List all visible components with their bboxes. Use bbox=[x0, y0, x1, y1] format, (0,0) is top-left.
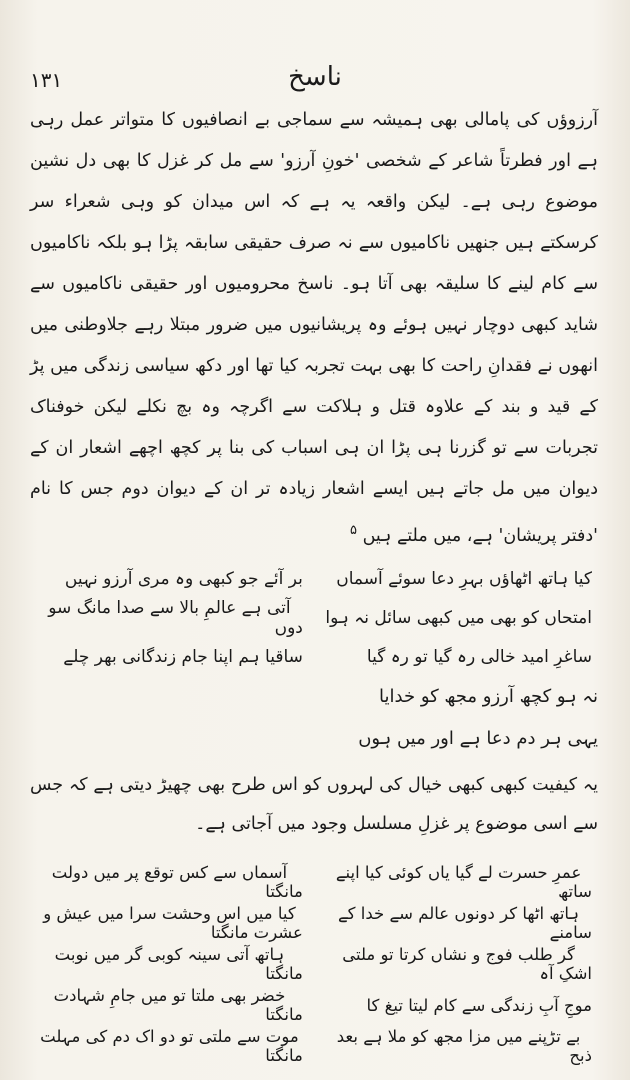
page-body bbox=[30, 100, 598, 1067]
couplet bbox=[30, 1026, 598, 1067]
paragraph: یہ کیفیت کبھی کبھی خیال کی لہروں کو اس طرح بھی چھیڑ دیتی ہے کہ جس سے اسی موضوع پر غزلِ مسلسل وجود میں آجاتی ہے۔ bbox=[30, 774, 598, 834]
verse-block bbox=[30, 862, 598, 1067]
footnote-mark: ۵ bbox=[350, 523, 357, 538]
verse-line: ساقیا ہم اپنا جام زندگانی بھر چلے bbox=[63, 646, 303, 667]
couplet bbox=[30, 985, 598, 1026]
verse-line: آسماں سے کس توقع پر میں دولت مانگتا bbox=[51, 863, 303, 902]
centered-verse: یہی ہر دم دعا ہے اور میں ہوں bbox=[358, 727, 598, 749]
couplet bbox=[30, 862, 598, 903]
verse-line: بے تڑپنے میں مزا مجھ کو ملا ہے بعد ذبح bbox=[336, 1027, 592, 1066]
couplet bbox=[30, 637, 598, 676]
verse-block bbox=[30, 559, 598, 676]
verse-line: بر آئے جو کبھی وہ مری آرزو نہیں bbox=[64, 568, 303, 589]
verse-line: گر طلب فوج و نشاں کرتا تو ملتی اشکِ آہ bbox=[342, 945, 592, 984]
running-head: ناسخ bbox=[288, 62, 342, 92]
paragraph-text: آرزوؤں کی پامالی بھی ہمیشہ سے سماجی بے انصافیوں کا متواتر عمل رہی ہے اور فطرتاً شاعر کے شخصی 'خونِ آرزو' سے مل کر غزل کا بھی دل نشین موضوع رہی ہے۔ لیکن واقعہ یہ ہے کہ اس میدان کو وہی شعراء سر کرسکتے ہیں جنھیں ناکامیوں سے نہ صرف حقیقی سابقہ پڑا ہو بلکہ ناکامیوں سے کام لینے کا سلیقہ بھی آتا ہو۔ ناسخ محرومیوں اور حقیقی ناکامیوں سے شاید کبھی دوچار نہیں ہوئے وہ پریشانیوں میں ضرور مبتلا رہے جلاوطنی میں انھوں نے فقدانِ راحت کا بھی بہت تجربہ کیا تھا اور دکھ سیاسی زندگی میں پڑ کے قید و بند کے علاوہ قتل و ہلاکت سے اگرچہ وہ بچ نکلے لیکن خوفناک تجربات سے تو گزرنا ہی پڑا ان ہی اسباب کی بنا پر کچھ اچھے اشعار ان کے دیوان میں مل جاتے ہیں ایسے اشعار زیادہ تر ان کے دیوان دوم جس کا نام 'دفتر پریشان' ہے، میں ملتے ہیں bbox=[30, 110, 598, 546]
verse-line: ہاتھ اٹھا کر دونوں عالم سے خدا کے سامنے bbox=[338, 904, 592, 943]
verse-line: امتحاں کو بھی میں کبھی سائل نہ ہوا bbox=[325, 607, 592, 628]
centered-verse: نہ ہو کچھ آرزو مجھ کو خدایا bbox=[379, 685, 598, 707]
verse-line: ہاتھ آتی سینہ کوبی گر میں نوبت مانگتا bbox=[54, 945, 303, 984]
verse-line: خضر بھی ملتا تو میں جامِ شہادت مانگتا bbox=[53, 986, 303, 1025]
page-number: ۱۳۱ bbox=[30, 68, 63, 92]
couplet bbox=[30, 559, 598, 598]
verse-line: کیا ہاتھ اٹھاؤں بہرِ دعا سوئے آسماں bbox=[336, 568, 592, 589]
couplet bbox=[30, 903, 598, 944]
verse-line: موت سے ملتی تو دو اک دم کی مہلت مانگتا bbox=[40, 1027, 303, 1066]
couplet bbox=[30, 598, 598, 637]
verse-line: موجِ آبِ زندگی سے کام لیتا تیغ کا bbox=[366, 995, 592, 1015]
verse-line: آتی ہے عالمِ بالا سے صدا مانگ سو دوں bbox=[48, 597, 303, 638]
verse-line: کیا میں اس وحشت سرا میں عیش و عشرت مانگتا bbox=[43, 904, 303, 943]
couplet bbox=[30, 944, 598, 985]
paragraph bbox=[30, 100, 598, 557]
page-header bbox=[0, 60, 630, 100]
verse-line: عمرِ حسرت لے گیا یاں کوئی کیا اپنے ساتھ bbox=[335, 863, 592, 902]
verse-line: ساغرِ امید خالی رہ گیا تو رہ گیا bbox=[366, 646, 592, 667]
